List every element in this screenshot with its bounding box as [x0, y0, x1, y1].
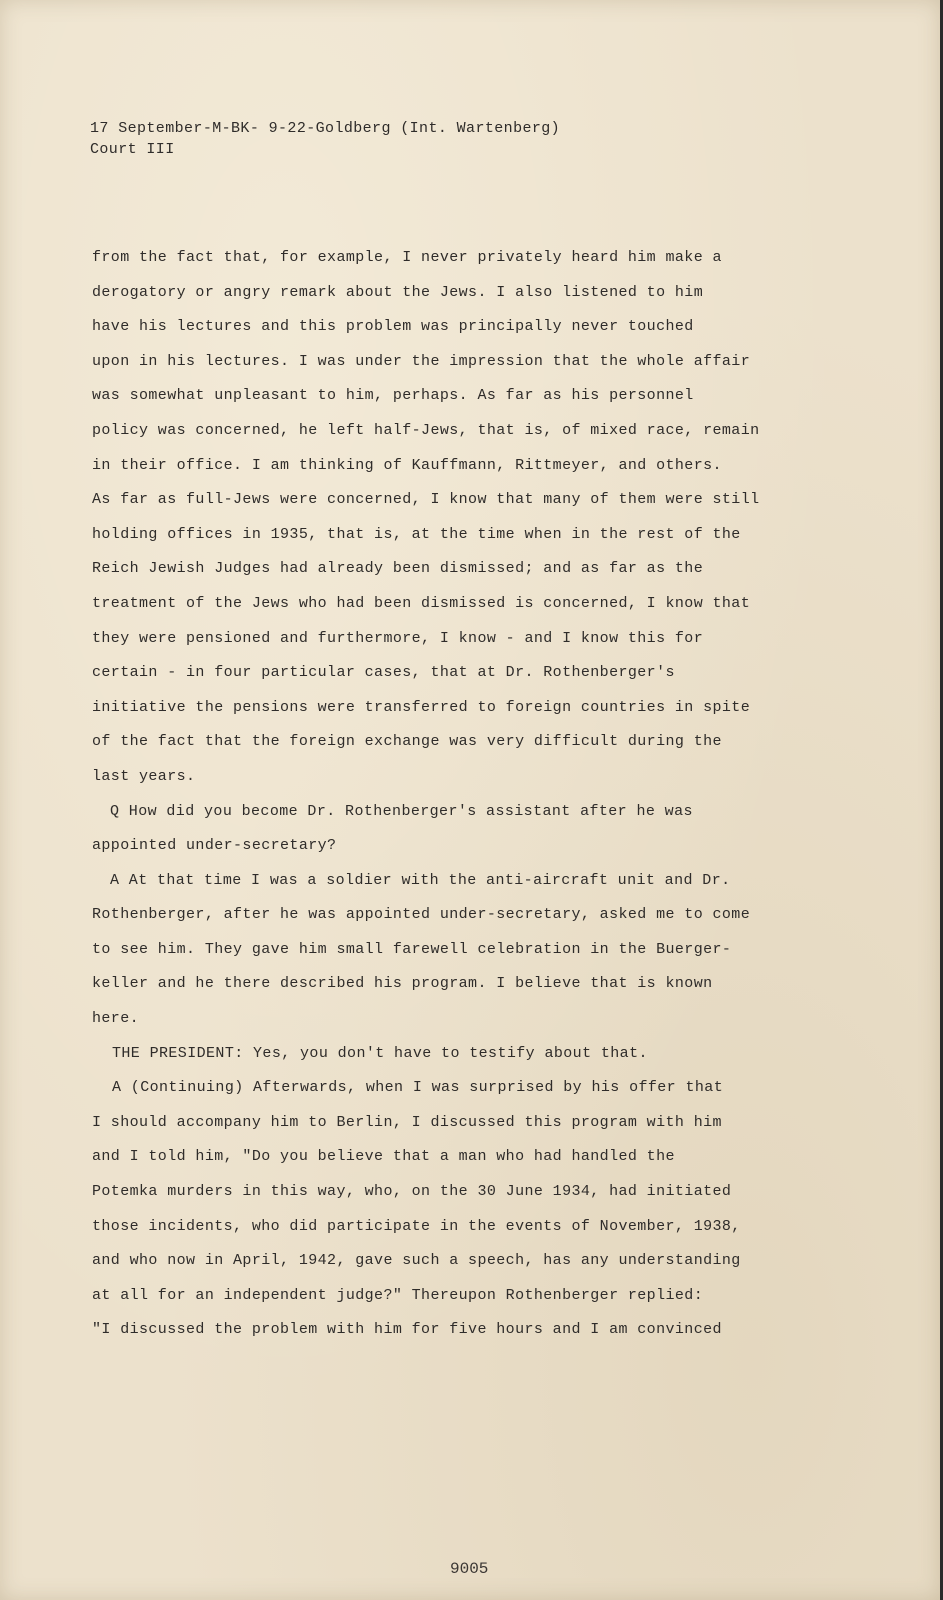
transcript-line: "I discussed the problem with him for five hours and I am convinced [92, 1321, 722, 1339]
transcript-line: at all for an independent judge?" Thereupon Rothenberger replied: [92, 1286, 704, 1304]
transcript-line: have his lectures and this problem was principally never touched [92, 318, 694, 336]
header-session-line: 17 September-M-BK- 9-22-Goldberg (Int. Wartenberg) [90, 120, 561, 137]
transcript-line: initiative the pensions were transferred to foreign countries in spite [92, 698, 751, 716]
document-header [90, 118, 560, 160]
transcript-line: treatment of the Jews who had been dismissed is concerned, I know that [92, 594, 751, 612]
transcript-line: Reich Jewish Judges had already been dismissed; and as far as the [92, 560, 704, 578]
transcript-line: and who now in April, 1942, gave such a speech, has any understanding [92, 1252, 741, 1270]
transcript-line: here. [92, 1010, 140, 1028]
president-line: THE PRESIDENT: Yes, you don't have to testify about that. [112, 1044, 648, 1062]
transcript-line: last years. [92, 767, 196, 785]
transcript-line: to see him. They gave him small farewell celebration in the Buerger- [92, 940, 732, 958]
transcript-line: keller and he there described his program. I believe that is known [92, 975, 713, 993]
transcript-line: appointed under-secretary? [92, 837, 337, 855]
page-number: 9005 [450, 1560, 489, 1578]
transcript-line: policy was concerned, he left half-Jews, that is, of mixed race, remain [92, 421, 760, 439]
transcript-line: of the fact that the foreign exchange was very difficult during the [92, 733, 722, 751]
transcript-line: those incidents, who did participate in the events of November, 1938, [92, 1217, 741, 1235]
answer-line: A At that time I was a soldier with the anti-aircraft unit and Dr. [110, 871, 731, 889]
transcript-line: in their office. I am thinking of Kauffmann, Rittmeyer, and others. [92, 456, 722, 474]
transcript-line: was somewhat unpleasant to him, perhaps. As far as his personnel [92, 387, 694, 405]
question-line: Q How did you become Dr. Rothenberger's assistant after he was [110, 802, 693, 820]
transcript-line: certain - in four particular cases, that at Dr. Rothenberger's [92, 664, 675, 682]
header-court-line: Court III [90, 141, 175, 158]
transcript-line: holding offices in 1935, that is, at the time when in the rest of the [92, 525, 741, 543]
transcript-line: they were pensioned and furthermore, I know - and I know this for [92, 629, 704, 647]
transcript-body [92, 241, 892, 1348]
transcript-line: and I told him, "Do you believe that a man who had handled the [92, 1148, 675, 1166]
transcript-line: Potemka murders in this way, who, on the 30 June 1934, had initiated [92, 1183, 732, 1201]
transcript-line: As far as full-Jews were concerned, I know that many of them were still [92, 491, 760, 509]
transcript-line: upon in his lectures. I was under the impression that the whole affair [92, 352, 751, 370]
answer-continuing-line: A (Continuing) Afterwards, when I was surprised by his offer that [112, 1079, 724, 1097]
transcript-line: derogatory or angry remark about the Jews. I also listened to him [92, 283, 704, 301]
transcript-line: from the fact that, for example, I never privately heard him make a [92, 249, 722, 266]
transcript-line: I should accompany him to Berlin, I discussed this program with him [92, 1113, 722, 1131]
transcript-line: Rothenberger, after he was appointed under-secretary, asked me to come [92, 906, 751, 924]
